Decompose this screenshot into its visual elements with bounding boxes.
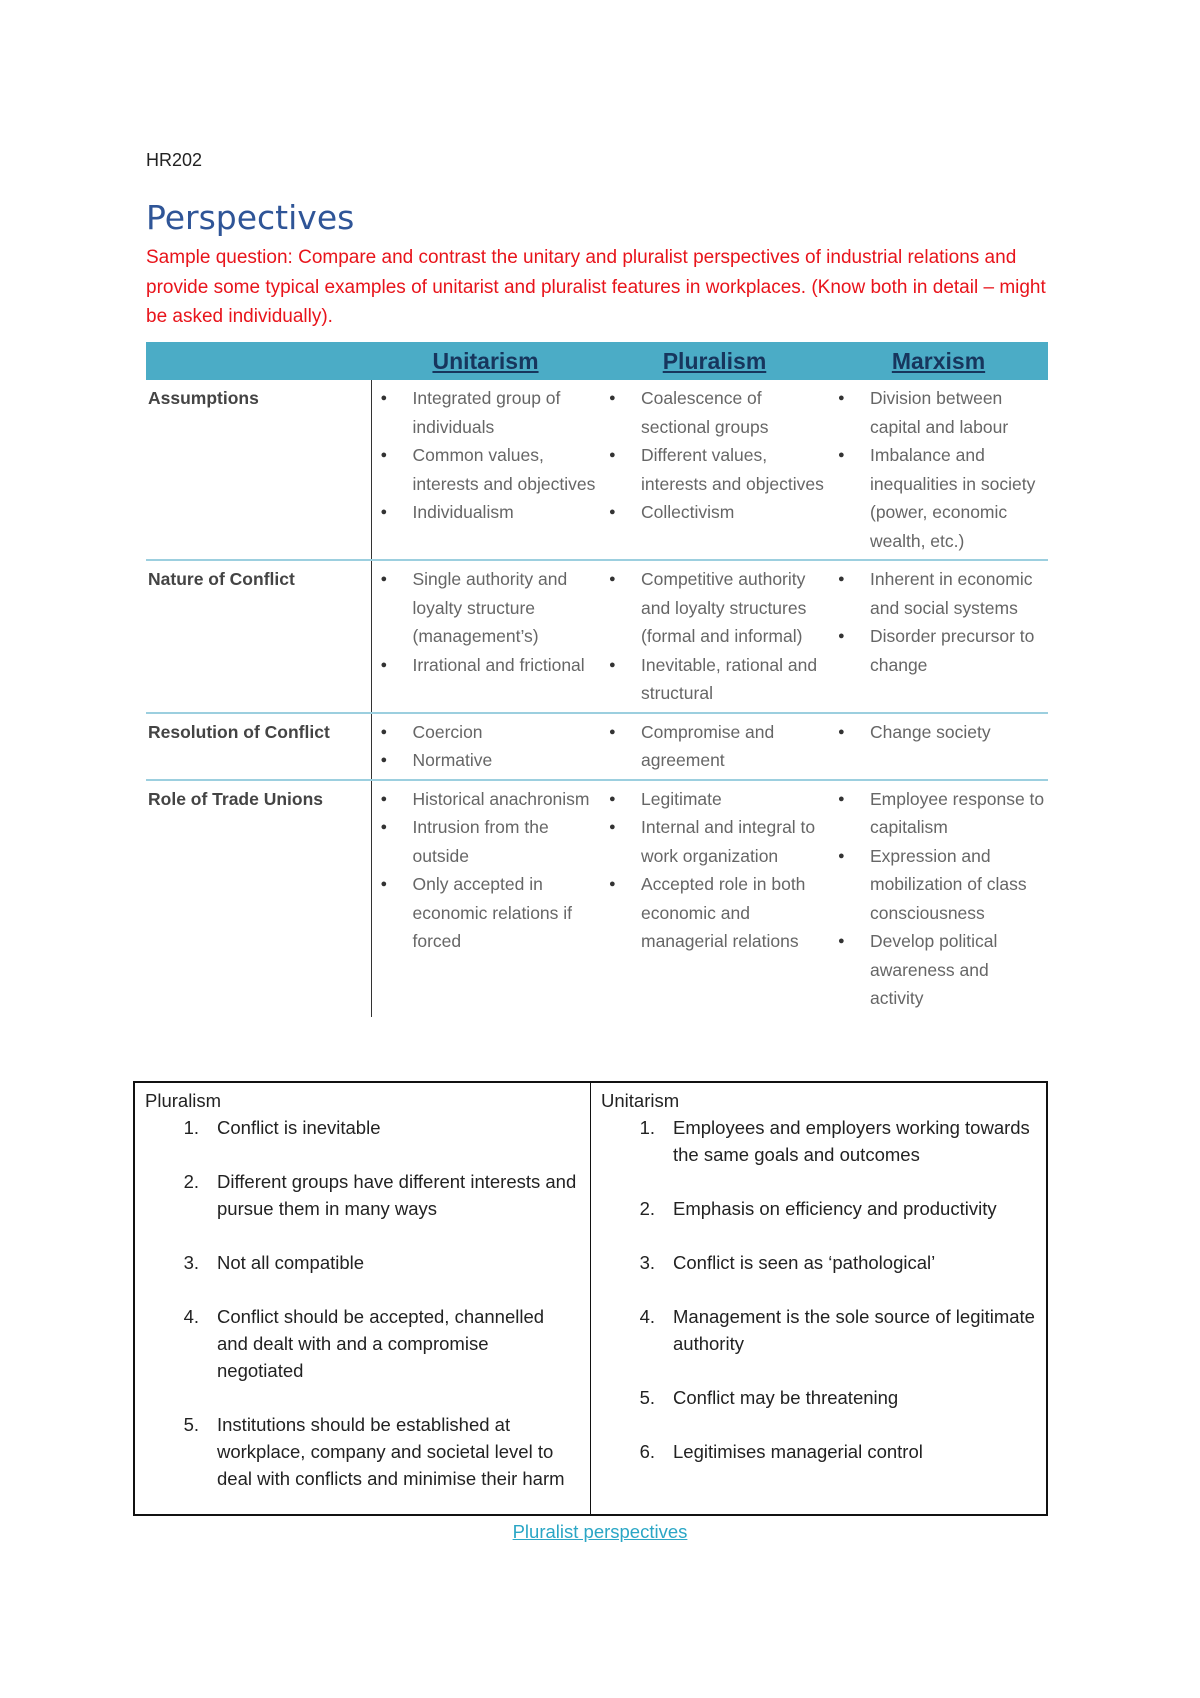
item-number: 6. xyxy=(639,1441,655,1462)
pluralism-column xyxy=(135,1083,590,1514)
row-label: Resolution of Conflict xyxy=(146,713,371,780)
bullet-item: ● Historical anachronism xyxy=(372,785,601,814)
bullet-item: ● Coercion xyxy=(372,718,601,747)
item-text: Legitimises managerial control xyxy=(673,1441,923,1462)
pluralism-bullet-list xyxy=(600,714,829,775)
unitarism-cell xyxy=(371,380,600,560)
bullet-item: ● Employee response to capitalism xyxy=(829,785,1048,842)
sample-question: Sample question: Compare and contrast the unitary and pluralist perspectives of industrial relations and provide some typical examples of unitarist and pluralist features in workplaces. (Know both in detail – might be asked individually). xyxy=(146,247,1046,327)
pluralism-list xyxy=(145,1114,580,1492)
bullet-item: ● Legitimate xyxy=(600,785,829,814)
header-unitarism: Unitarism xyxy=(371,342,600,380)
item-text: Conflict is inevitable xyxy=(217,1117,381,1138)
marxism-bullet-list xyxy=(829,714,1048,747)
unitarism-cell xyxy=(371,560,600,713)
row-label: Assumptions xyxy=(146,380,371,560)
bullet-item: ● Common values, interests and objectives xyxy=(372,441,601,498)
unitarism-list-item xyxy=(601,1438,1036,1465)
bullet-item: ● Accepted role in both economic and managerial relations xyxy=(600,870,829,956)
marxism-bullet-list xyxy=(829,561,1048,679)
item-number: 2. xyxy=(183,1171,199,1192)
unitarism-list-item xyxy=(601,1249,1036,1276)
unitarism-heading: Unitarism xyxy=(601,1090,680,1111)
bullet-item: ● Intrusion from the outside xyxy=(372,813,601,870)
pluralism-cell xyxy=(600,380,829,560)
bullet-item: ● Internal and integral to work organization xyxy=(600,813,829,870)
item-number: 5. xyxy=(183,1414,199,1435)
bullet-item: ● Only accepted in economic relations if forced xyxy=(372,870,601,956)
bullet-item: ● Imbalance and inequalities in society (power, economic wealth, etc.) xyxy=(829,441,1048,555)
item-text: Conflict may be threatening xyxy=(673,1387,899,1408)
course-code: HR202 xyxy=(146,150,203,170)
pluralism-list-item xyxy=(145,1249,580,1276)
pluralism-list-item xyxy=(145,1114,580,1141)
marxism-cell xyxy=(829,380,1048,560)
page-title: Perspectives xyxy=(146,198,355,237)
unitarism-list-item xyxy=(601,1114,1036,1168)
table-row xyxy=(146,780,1048,1017)
pluralism-bullet-list xyxy=(600,561,829,708)
item-number: 4. xyxy=(639,1306,655,1327)
bullet-item: ● Develop political awareness and activity xyxy=(829,927,1048,1013)
bullet-item: ● Coalescence of sectional groups xyxy=(600,384,829,441)
item-number: 1. xyxy=(183,1117,199,1138)
bullet-item: ● Different values, interests and objectives xyxy=(600,441,829,498)
bullet-item: ● Disorder precursor to change xyxy=(829,622,1048,679)
item-text: Conflict is seen as ‘pathological’ xyxy=(673,1252,936,1273)
header-pluralism: Pluralism xyxy=(600,342,829,380)
marxism-cell xyxy=(829,713,1048,780)
row-label: Role of Trade Unions xyxy=(148,788,324,809)
bullet-item: ● Inherent in economic and social systems xyxy=(829,565,1048,622)
perspectives-table xyxy=(146,342,1048,1017)
item-text: Different groups have different interests and pursue them in many ways xyxy=(217,1171,577,1219)
pluralism-list-item xyxy=(145,1303,580,1384)
pluralism-cell xyxy=(600,713,829,780)
pluralism-bullet-list xyxy=(600,380,829,527)
unitarism-list-item xyxy=(601,1384,1036,1411)
item-text: Conflict should be accepted, channelled and dealt with and a compromise negotiated xyxy=(217,1306,545,1381)
bullet-item: ● Change society xyxy=(829,718,1048,747)
item-text: Emphasis on efficiency and productivity xyxy=(673,1198,997,1219)
bullet-item: ● Individualism xyxy=(372,498,601,527)
pluralism-list-item xyxy=(145,1411,580,1492)
bullet-item: ● Irrational and frictional xyxy=(372,651,601,680)
item-number: 4. xyxy=(183,1306,199,1327)
item-number: 3. xyxy=(183,1252,199,1273)
item-number: 3. xyxy=(639,1252,655,1273)
item-text: Employees and employers working towards the same goals and outcomes xyxy=(673,1117,1030,1165)
pluralism-heading: Pluralism xyxy=(145,1090,222,1111)
marxism-bullet-list xyxy=(829,781,1048,1013)
bullet-item: ● Collectivism xyxy=(600,498,829,527)
pluralism-bullet-list xyxy=(600,781,829,956)
unitarism-bullet-list xyxy=(372,781,601,956)
bullet-item: ● Integrated group of individuals xyxy=(372,384,601,441)
item-text: Not all compatible xyxy=(217,1252,365,1273)
bullet-item: ● Competitive authority and loyalty structures (formal and informal) xyxy=(600,565,829,651)
comparison-box xyxy=(133,1081,1048,1516)
item-number: 2. xyxy=(639,1198,655,1219)
bullet-item: ● Expression and mobilization of class consciousness xyxy=(829,842,1048,928)
bullet-item: ● Inevitable, rational and structural xyxy=(600,651,829,708)
table-row xyxy=(146,560,1048,713)
table-header-row xyxy=(146,342,1048,380)
item-text: Management is the sole source of legitimate authority xyxy=(673,1306,1035,1354)
bullet-item: ● Single authority and loyalty structure (management’s) xyxy=(372,565,601,651)
bullet-item: ● Normative xyxy=(372,746,601,775)
unitarism-cell xyxy=(371,780,600,1017)
header-marxism: Marxism xyxy=(829,342,1048,380)
bullet-item: ● Division between capital and labour xyxy=(829,384,1048,441)
marxism-cell xyxy=(829,560,1048,713)
unitarism-list xyxy=(601,1114,1036,1465)
marxism-cell xyxy=(829,780,1048,1017)
table-row xyxy=(146,380,1048,560)
table-row xyxy=(146,713,1048,780)
row-label: Nature of Conflict xyxy=(146,560,371,713)
unitarism-bullet-list xyxy=(372,561,601,679)
pluralism-list-item xyxy=(145,1168,580,1222)
bullet-item: ● Compromise and agreement xyxy=(600,718,829,775)
header-empty xyxy=(146,342,371,380)
pluralism-cell xyxy=(600,560,829,713)
item-number: 5. xyxy=(639,1387,655,1408)
pluralist-perspectives-link[interactable]: Pluralist perspectives xyxy=(512,1521,688,1542)
unitarism-cell xyxy=(371,713,600,780)
item-number: 1. xyxy=(639,1117,655,1138)
pluralism-cell xyxy=(600,780,829,1017)
unitarism-bullet-list xyxy=(372,714,601,775)
item-text: Institutions should be established at workplace, company and societal level to deal with conflicts and minimise their harm xyxy=(217,1414,565,1489)
unitarism-list-item xyxy=(601,1303,1036,1357)
marxism-bullet-list xyxy=(829,380,1048,555)
unitarism-list-item xyxy=(601,1195,1036,1222)
unitarism-bullet-list xyxy=(372,380,601,527)
unitarism-column xyxy=(590,1083,1046,1514)
